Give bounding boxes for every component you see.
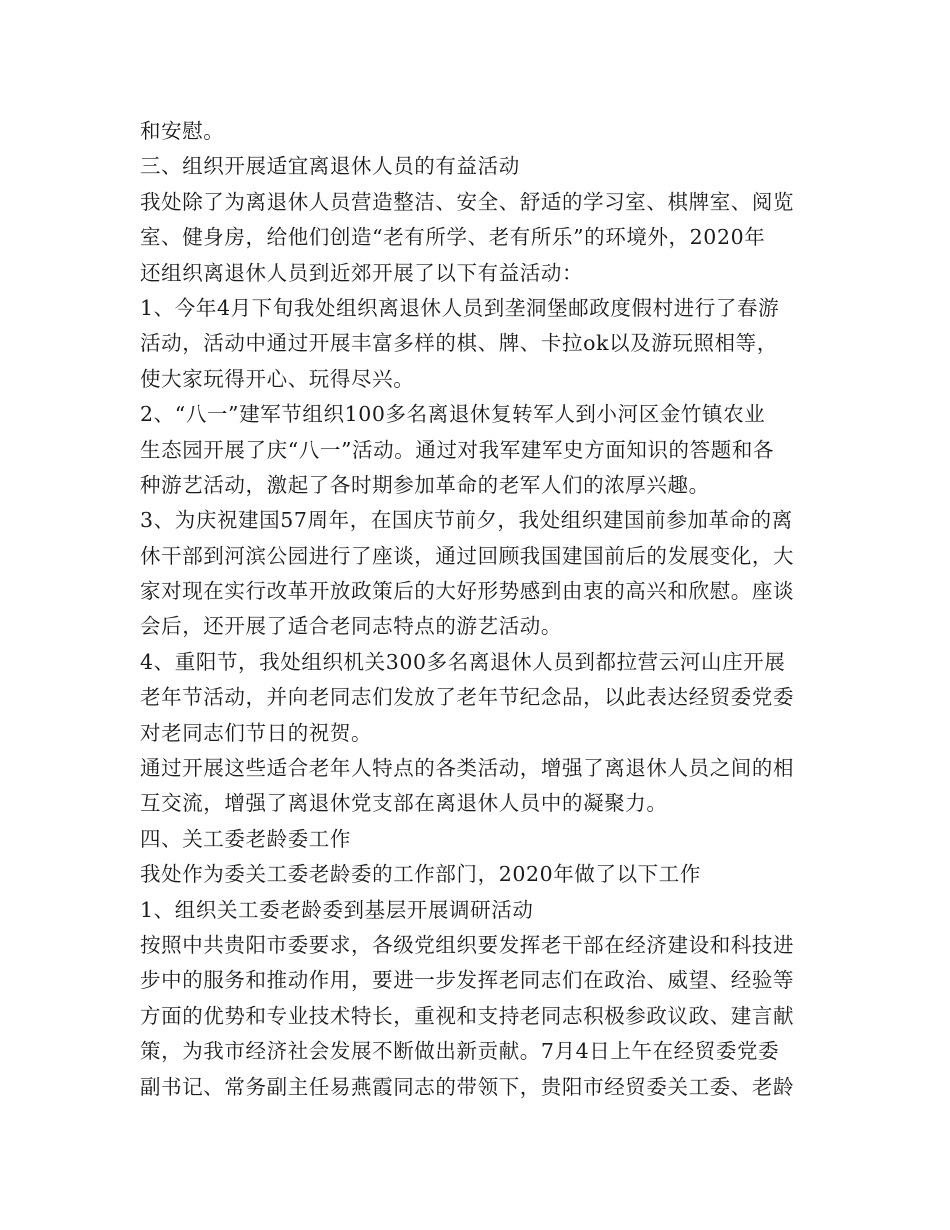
list-item-line: 4、重阳节，我处组织机关300多名离退休人员到都拉营云河山庄开展 <box>140 649 786 674</box>
text-line: 生态园开展了庆“八一”活动。通过对我军建军史方面知识的答题和各 <box>140 437 775 462</box>
text-line: 室、健身房，给他们创造“老有所学、老有所乐”的环境外，2020年 <box>140 225 766 250</box>
text-line: 通过开展这些适合老年人特点的各类活动，增强了离退休人员之间的相 <box>140 756 795 781</box>
text-line: 还组织离退休人员到近郊开展了以下有益活动： <box>140 260 584 285</box>
list-item-line: 3、为庆祝建国57周年，在国庆节前夕，我处组织建国前参加革命的离 <box>140 508 793 533</box>
text-line: 休干部到河滨公园进行了座谈，通过回顾我国建国前后的发展变化，大 <box>140 543 795 568</box>
text-line: 活动，活动中通过开展丰富多样的棋、牌、卡拉ok以及游玩照相等， <box>140 331 778 356</box>
text-line: 步中的服务和推动作用，要进一步发挥老同志们在政治、威望、经验等 <box>140 968 795 993</box>
text-line: 我处作为委关工委老龄委的工作部门，2020年做了以下工作 <box>140 862 701 887</box>
section-heading: 四、关工委老龄委工作 <box>140 826 351 851</box>
document-page <box>140 114 820 1105</box>
list-item-line: 1、今年4月下旬我处组织离退休人员到垄洞堡邮政度假村进行了春游 <box>140 295 780 320</box>
list-item-line: 2、“八一”建军节组织100多名离退休复转军人到小河区金竹镇农业 <box>140 402 766 427</box>
text-line: 对老同志们节日的祝贺。 <box>140 720 373 745</box>
text-line: 种游艺活动，激起了各时期参加革命的老军人们的浓厚兴趣。 <box>140 472 710 497</box>
text-line: 方面的优势和专业技术特长，重视和支持老同志积极参政议政、建言献 <box>140 1003 795 1028</box>
list-item-line: 1、组织关工委老龄委到基层开展调研活动 <box>140 897 534 922</box>
text-line: 我处除了为离退休人员营造整洁、安全、舒适的学习室、棋牌室、阅览 <box>140 189 795 214</box>
text-line: 使大家玩得开心、玩得尽兴。 <box>140 366 415 391</box>
text-line: 副书记、常务副主任易燕霞同志的带领下，贵阳市经贸委关工委、老龄 <box>140 1074 795 1099</box>
text-line: 会后，还开展了适合老同志特点的游艺活动。 <box>140 614 562 639</box>
text-line: 策，为我市经济社会发展不断做出新贡献。7月4日上午在经贸委党委 <box>140 1039 780 1064</box>
text-line: 互交流，增强了离退休党支部在离退休人员中的凝聚力。 <box>140 791 668 816</box>
section-heading: 三、组织开展适宜离退休人员的有益活动 <box>140 154 520 179</box>
text-line: 按照中共贵阳市委要求，各级党组织要发挥老干部在经济建设和科技进 <box>140 932 795 957</box>
text-line: 家对现在实行改革开放政策后的大好形势感到由衷的高兴和欣慰。座谈 <box>140 579 795 604</box>
text-line: 和安慰。 <box>140 119 225 143</box>
text-line: 老年节活动，并向老同志们发放了老年节纪念品，以此表达经贸委党委 <box>140 685 795 710</box>
